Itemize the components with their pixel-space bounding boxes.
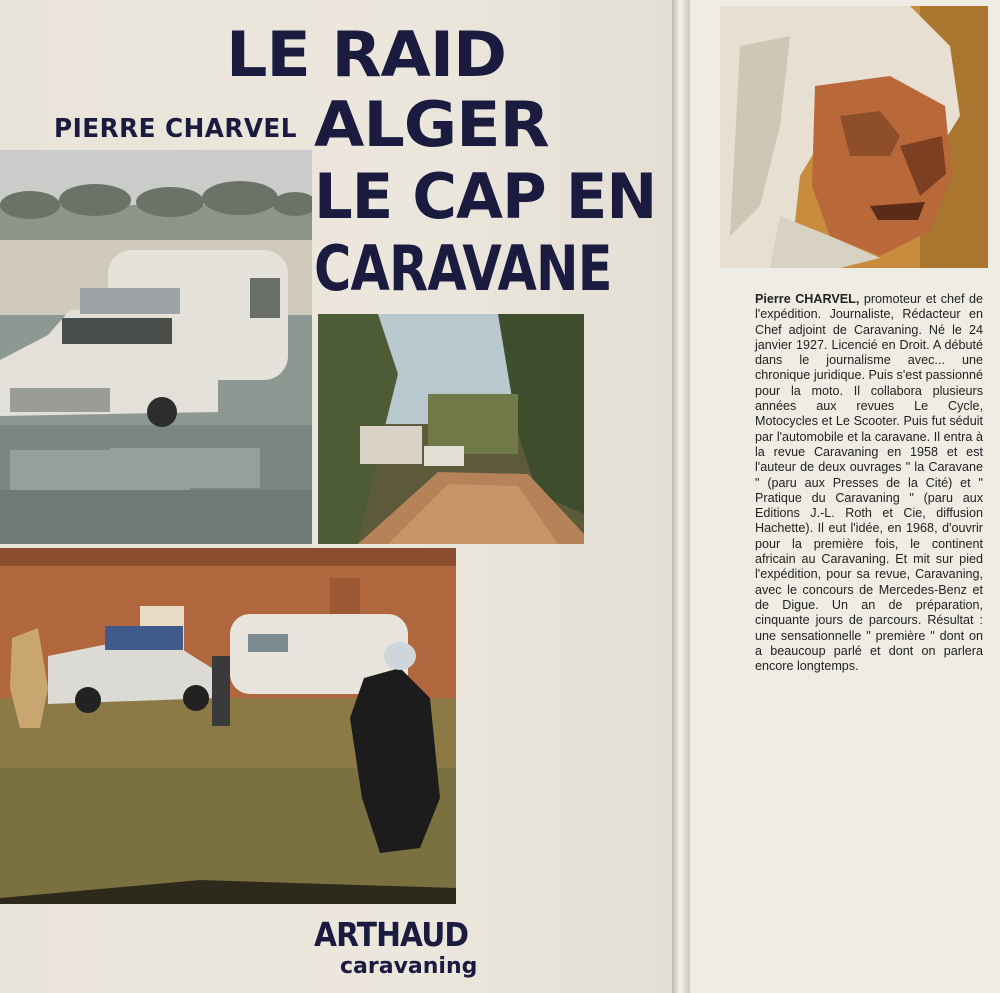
author-portrait-painting bbox=[720, 6, 988, 268]
photo-camp-in-trees bbox=[318, 314, 584, 544]
publisher-name: ARTHAUD bbox=[314, 915, 469, 954]
title-line-2: ALGER bbox=[314, 88, 549, 161]
photo-town-street bbox=[0, 548, 456, 904]
inside-flap bbox=[690, 0, 1000, 993]
author-name: PIERRE CHARVEL bbox=[54, 114, 297, 144]
jacket-fold bbox=[672, 0, 690, 993]
bio-text: promoteur et chef de l'expédition. Journaliste, Rédacteur en Chef adjoint de Caravaning. Né le 24 janvier 1927. Licencié en Droit. A débuté dans le journalisme avec... une chronique juridique. Puis s'est passionné pour la moto. Il collabora plusieurs années aux revues Le Cycle, Motocycles et Le Scooter. Puis fut séduit par l'automobile et la caravane. Il entra à la revue Caravaning en 1958 et est l'auteur de deux ouvrages " la Caravane " (paru aux Presses de la Cité) et " Pratique du Caravaning " (paru aux Editions J.-L. Roth et Cie, diffusion Hachette). Il eut l'idée, en 1968, d'ouvrir pour la première fois, le continent africain au Caravaning. Et mit sur pied l'expédition, pour sa revue, Caravaning, avec le concours de Mercedes-Benz et de Digue. Un an de préparation, cinquante jours de parcours. Résultat : une sensationnelle " première " dont on a beaucoup parlé et dont on parlera encore longtemps. bbox=[755, 292, 983, 674]
title-line-4: CARAVANE bbox=[314, 232, 612, 305]
author-biography bbox=[755, 292, 983, 674]
title-line-3: LE CAP EN bbox=[314, 160, 657, 233]
title-line-1: LE RAID bbox=[226, 18, 507, 91]
photo-car-in-flood bbox=[0, 150, 312, 544]
collection-name: caravaning bbox=[340, 954, 478, 979]
bio-author-name: Pierre CHARVEL, bbox=[755, 292, 860, 306]
